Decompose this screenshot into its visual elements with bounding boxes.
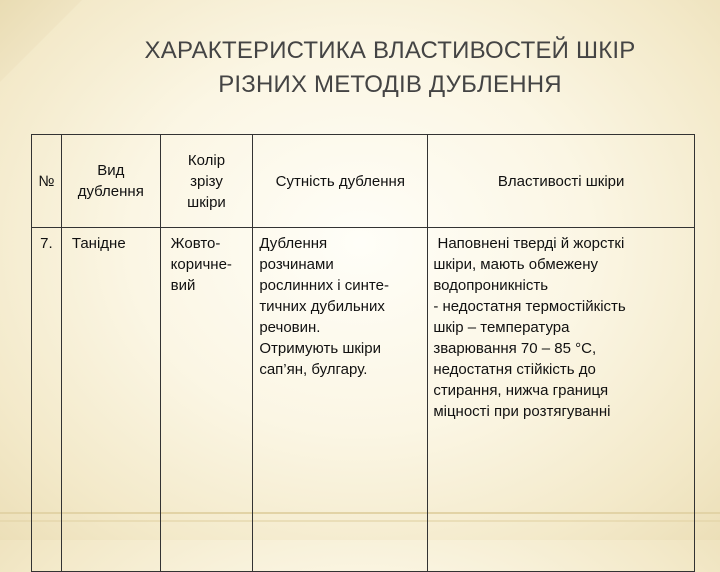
cell-line: вий (170, 277, 196, 294)
table-row (32, 228, 695, 572)
cell-line: шкір – температура (433, 319, 570, 336)
cell-number: 7. (32, 228, 62, 572)
title-line-2: РІЗНИХ МЕТОДІВ ДУБЛЕННЯ (218, 71, 562, 98)
header-line: зрізу (190, 172, 223, 190)
cell-line: речовин. (259, 319, 321, 336)
cell-line: Жовто- (170, 235, 221, 252)
table-header-row (32, 135, 695, 228)
decorative-corner (0, 0, 82, 82)
header-line: Вид (97, 162, 125, 179)
cell-line: Отримують шкіри (259, 340, 381, 357)
cell-leather-properties (428, 228, 695, 572)
header-tanning-essence: Сутність дублення (253, 135, 428, 228)
cell-tanning-essence (253, 228, 428, 572)
title-line-1: ХАРАКТЕРИСТИКА ВЛАСТИВОСТЕЙ ШКІР (144, 37, 636, 64)
properties-table (31, 134, 695, 572)
cell-line: зварювання 70 – 85 °С, (433, 340, 597, 357)
header-tanning-type (61, 135, 160, 228)
header-line: шкіри (187, 193, 226, 211)
header-number: № (32, 135, 62, 228)
cell-line: водопроникність (433, 277, 549, 294)
cell-line: коричне- (170, 256, 232, 273)
header-cut-color (160, 135, 253, 228)
header-line: дублення (77, 183, 144, 200)
header-leather-properties: Властивості шкіри (428, 135, 695, 228)
cell-line: недостатня стійкість до (433, 361, 596, 378)
cell-line: рослинних і синте- (259, 277, 389, 294)
cell-cut-color (160, 228, 253, 572)
cell-line: - недостатня термостійкість (433, 298, 626, 315)
cell-line: міцності при розтягуванні (433, 403, 611, 420)
cell-line: Дублення (259, 235, 328, 252)
cell-line: Наповнені тверді й жорсткі (433, 235, 625, 252)
cell-line: тичних дубильних (259, 298, 385, 315)
cell-line: сап’ян, булгару. (259, 361, 368, 378)
cell-line: шкіри, мають обмежену (433, 256, 598, 273)
slide-title (100, 34, 680, 102)
cell-line: стирання, нижча границя (433, 382, 609, 399)
cell-tanning-type: Танідне (61, 228, 160, 572)
header-line: Колір (187, 151, 226, 169)
cell-line: розчинами (259, 256, 334, 273)
